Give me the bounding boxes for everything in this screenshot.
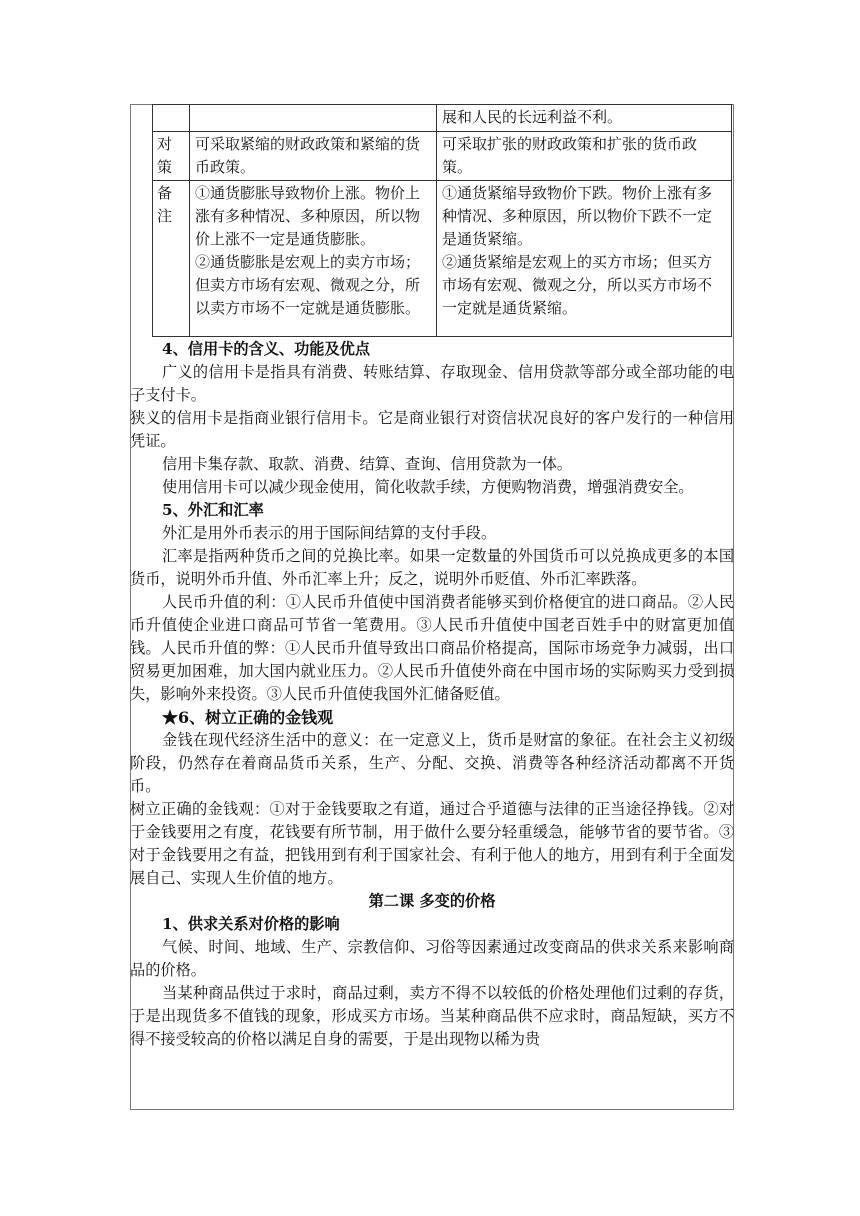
paragraph: 广义的信用卡是指具有消费、转账结算、存取现金、信用贷款等部分或全部功能的电子支付卡。: [130, 363, 734, 404]
table-cell: [153, 105, 190, 132]
section-heading: ★6、树立正确的金钱观: [162, 708, 334, 727]
paragraph: 汇率是指两种货币之间的兑换比率。如果一定数量的外国货币可以兑换成更多的本国货币，说明外币升值、外币汇率上升；反之，说明外币贬值、外币汇率跌落。: [130, 547, 734, 588]
paragraph: 当某种商品供过于求时，商品过剩，卖方不得不以较低的价格处理他们过剩的存货，于是出现货多不值钱的现象，形成买方市场。当某种商品供不应求时，商品短缺，买方不得不接受较高的价格以满足自身的需要，于是出现物以稀为贵: [130, 984, 734, 1048]
paragraph: 狭义的信用卡是指商业银行信用卡。它是商业银行对资信状况良好的客户发行的一种信用凭证。: [130, 409, 734, 450]
inflation-countermeasure: 可采取紧缩的财政政策和紧缩的货币政策。: [190, 132, 437, 181]
inflation-note-1: ①通货膨胀导致物价上涨。物价上涨有多种情况、多种原因，所以物价上涨不一定是通货膨胀。: [195, 184, 421, 248]
paragraph: 信用卡集存款、取款、消费、结算、查询、信用贷款为一体。: [162, 455, 573, 473]
deflation-note-1: ①通货紧缩导致物价下跌。物价上涨有多种情况、多种原因，所以物价下跌不一定是通货紧缩。: [442, 184, 713, 248]
section-heading: 4、信用卡的含义、功能及优点: [162, 340, 371, 358]
section-heading: 1、供求关系对价格的影响: [162, 915, 340, 933]
table-row: [153, 132, 732, 181]
comparison-table: [152, 104, 732, 337]
notes-label: 备注: [153, 181, 190, 337]
inflation-notes: [190, 181, 437, 337]
paragraph: 气候、时间、地域、生产、宗教信仰、习俗等因素通过改变商品的供求关系来影响商品的价格。: [130, 938, 734, 979]
paragraph: 外汇是用外币表示的用于国际间结算的支付手段。: [162, 524, 497, 542]
paragraph: 树立正确的金钱观：①对于金钱要取之有道，通过合乎道德与法律的正当途径挣钱。②对于金钱要用之有度，花钱要有所节制，用于做什么要分轻重缓急，能够节省的要节省。③对于金钱要用之有益，把钱用到有利于国家社会、有利于他人的地方，用到有利于全面发展自己、实现人生价值的地方。: [130, 800, 734, 887]
countermeasure-label: 对策: [153, 132, 190, 181]
deflation-harm-cell: 展和人民的长远利益不利。: [437, 105, 732, 132]
table-row: [153, 105, 732, 132]
paragraph: 金钱在现代经济生活中的意义：在一定意义上，货币是财富的象征。在社会主义初级阶段，仍然存在着商品货币关系，生产、分配、交换、消费等各种经济活动都离不开货币。: [130, 731, 734, 795]
deflation-countermeasure: 可采取扩张的财政政策和扩张的货币政策。: [437, 132, 732, 181]
table-row: [153, 181, 732, 337]
lesson-title: 第二课 多变的价格: [368, 892, 496, 910]
deflation-notes: [437, 181, 732, 337]
document-body: [130, 338, 734, 1051]
paragraph: 使用信用卡可以减少现金使用，简化收款手续，方便购物消费，增强消费安全。: [162, 478, 694, 496]
table-cell: [190, 105, 437, 132]
section-heading: 5、外汇和汇率: [162, 501, 264, 519]
paragraph: 人民币升值的利：①人民币升值使中国消费者能够买到价格便宜的进口商品。②人民币升值使企业进口商品可节省一笔费用。③人民币升值使中国老百姓手中的财富更加值钱。人民币升值的弊：①人民币升值导致出口商品价格提高，国际市场竞争力减弱，出口贸易更加困难，加大国内就业压力。②人民币升值使外商在中国市场的实际购买力受到损失，影响外来投资。③人民币升值使我国外汇储备贬值。: [130, 593, 734, 703]
inflation-note-2: ②通货膨胀是宏观上的卖方市场；但卖方市场有宏观、微观之分，所以卖方市场不一定就是通货膨胀。: [195, 253, 421, 317]
deflation-note-2: ②通货紧缩是宏观上的买方市场；但买方市场有宏观、微观之分，所以买方市场不一定就是通货紧缩。: [442, 253, 713, 317]
